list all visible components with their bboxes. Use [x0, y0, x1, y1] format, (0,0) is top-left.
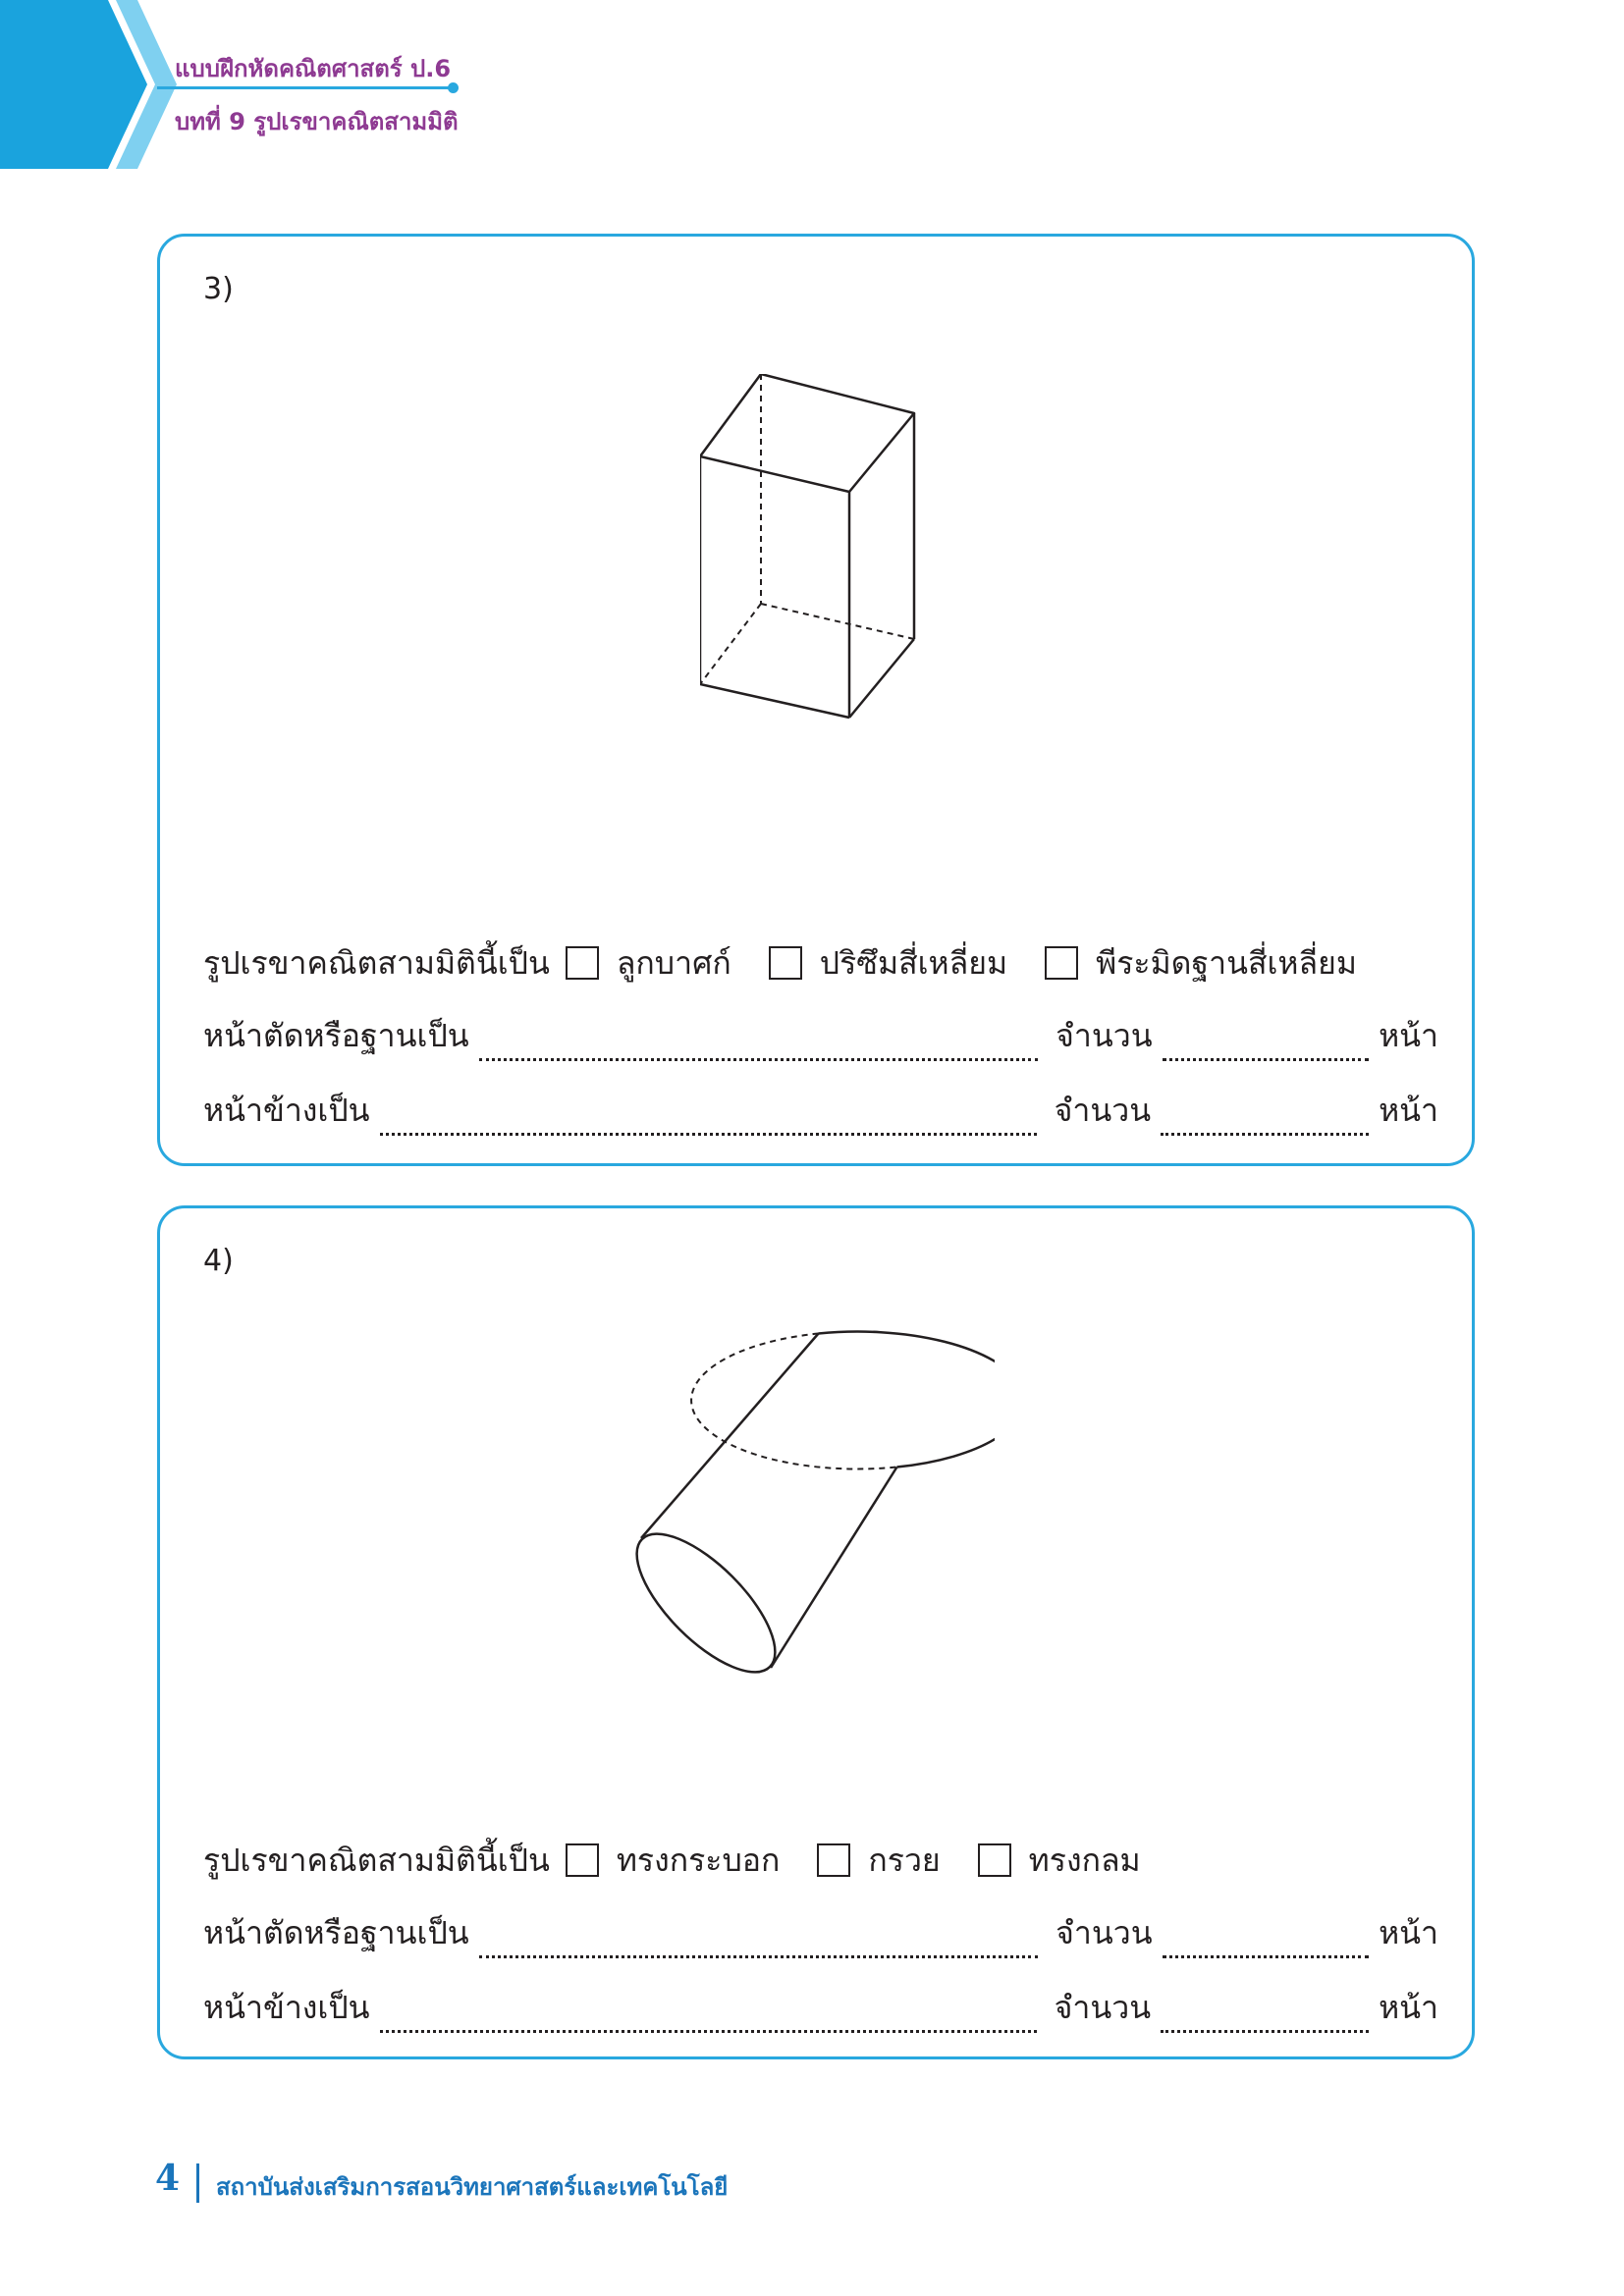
option-checkbox[interactable] — [769, 946, 802, 980]
side-label: หน้าข้างเป็น — [203, 1989, 370, 2026]
unit-label: หน้า — [1379, 1092, 1438, 1129]
question-card-3 — [157, 234, 1475, 1166]
question-number: 4) — [203, 1244, 234, 1278]
shape-prompt: รูปเรขาคณิตสามมิตินี้เป็น — [203, 943, 550, 982]
option-checkbox[interactable] — [1045, 946, 1078, 980]
base-answer-row — [203, 1018, 1438, 1061]
side-answer-row — [203, 1990, 1438, 2033]
option-label: ทรงกระบอก — [616, 1841, 781, 1879]
option-cylinder[interactable] — [566, 1836, 781, 1886]
base-label: หน้าตัดหรือฐานเป็น — [203, 1017, 469, 1054]
option-rectangular-prism[interactable] — [769, 938, 1007, 988]
option-checkbox[interactable] — [566, 946, 599, 980]
option-checkbox[interactable] — [978, 1843, 1011, 1877]
count-label: จำนวน — [1054, 1989, 1152, 2026]
option-square-pyramid[interactable] — [1045, 938, 1357, 988]
header-divider-dot — [448, 82, 459, 93]
header-divider — [157, 86, 452, 89]
question-card-4 — [157, 1205, 1475, 2059]
side-count-blank[interactable] — [1161, 2004, 1369, 2033]
side-count-blank[interactable] — [1161, 1107, 1369, 1136]
option-checkbox[interactable] — [566, 1843, 599, 1877]
base-count-blank[interactable] — [1163, 1033, 1369, 1061]
page-number: 4 — [155, 2158, 181, 2199]
option-checkbox[interactable] — [817, 1843, 850, 1877]
base-answer-row — [203, 1915, 1438, 1958]
option-label: พีระมิดฐานสี่เหลี่ยม — [1096, 943, 1357, 982]
count-label: จำนวน — [1056, 1017, 1153, 1054]
unit-label: หน้า — [1379, 1017, 1438, 1054]
shape-prompt: รูปเรขาคณิตสามมิตินี้เป็น — [203, 1841, 550, 1879]
publisher-name: สถาบันส่งเสริมการสอนวิทยาศาสตร์และเทคโนโลยี — [216, 2173, 729, 2201]
cylinder-figure — [622, 1318, 995, 1691]
option-cone[interactable] — [817, 1836, 940, 1886]
unit-label: หน้า — [1379, 1914, 1438, 1951]
side-answer-row — [203, 1093, 1438, 1136]
shape-type-row — [203, 941, 1438, 985]
count-label: จำนวน — [1054, 1092, 1152, 1129]
base-answer-blank[interactable] — [479, 1930, 1039, 1958]
option-sphere[interactable] — [978, 1836, 1141, 1886]
option-label: กรวย — [868, 1841, 941, 1879]
side-label: หน้าข้างเป็น — [203, 1092, 370, 1129]
option-label: ลูกบาศก์ — [616, 943, 731, 982]
side-answer-blank[interactable] — [380, 1107, 1037, 1136]
chapter-title: บทที่ 9 รูปเรขาคณิตสามมิติ — [175, 108, 459, 135]
side-answer-blank[interactable] — [380, 2004, 1037, 2033]
base-answer-blank[interactable] — [479, 1033, 1039, 1061]
option-label: ปริซึมสี่เหลี่ยม — [819, 943, 1008, 982]
footer-divider — [196, 2163, 199, 2203]
unit-label: หน้า — [1379, 1989, 1438, 2026]
question-number: 3) — [203, 272, 234, 306]
base-count-blank[interactable] — [1163, 1930, 1369, 1958]
rectangular-prism-figure — [700, 374, 955, 727]
workbook-title: แบบฝึกหัดคณิตศาสตร์ ป.6 — [175, 55, 452, 82]
shape-type-row — [203, 1839, 1438, 1882]
count-label: จำนวน — [1056, 1914, 1153, 1951]
header-corner-decoration — [0, 0, 196, 169]
option-label: ทรงกลม — [1028, 1841, 1141, 1879]
base-label: หน้าตัดหรือฐานเป็น — [203, 1914, 469, 1951]
option-cube[interactable] — [566, 938, 731, 988]
